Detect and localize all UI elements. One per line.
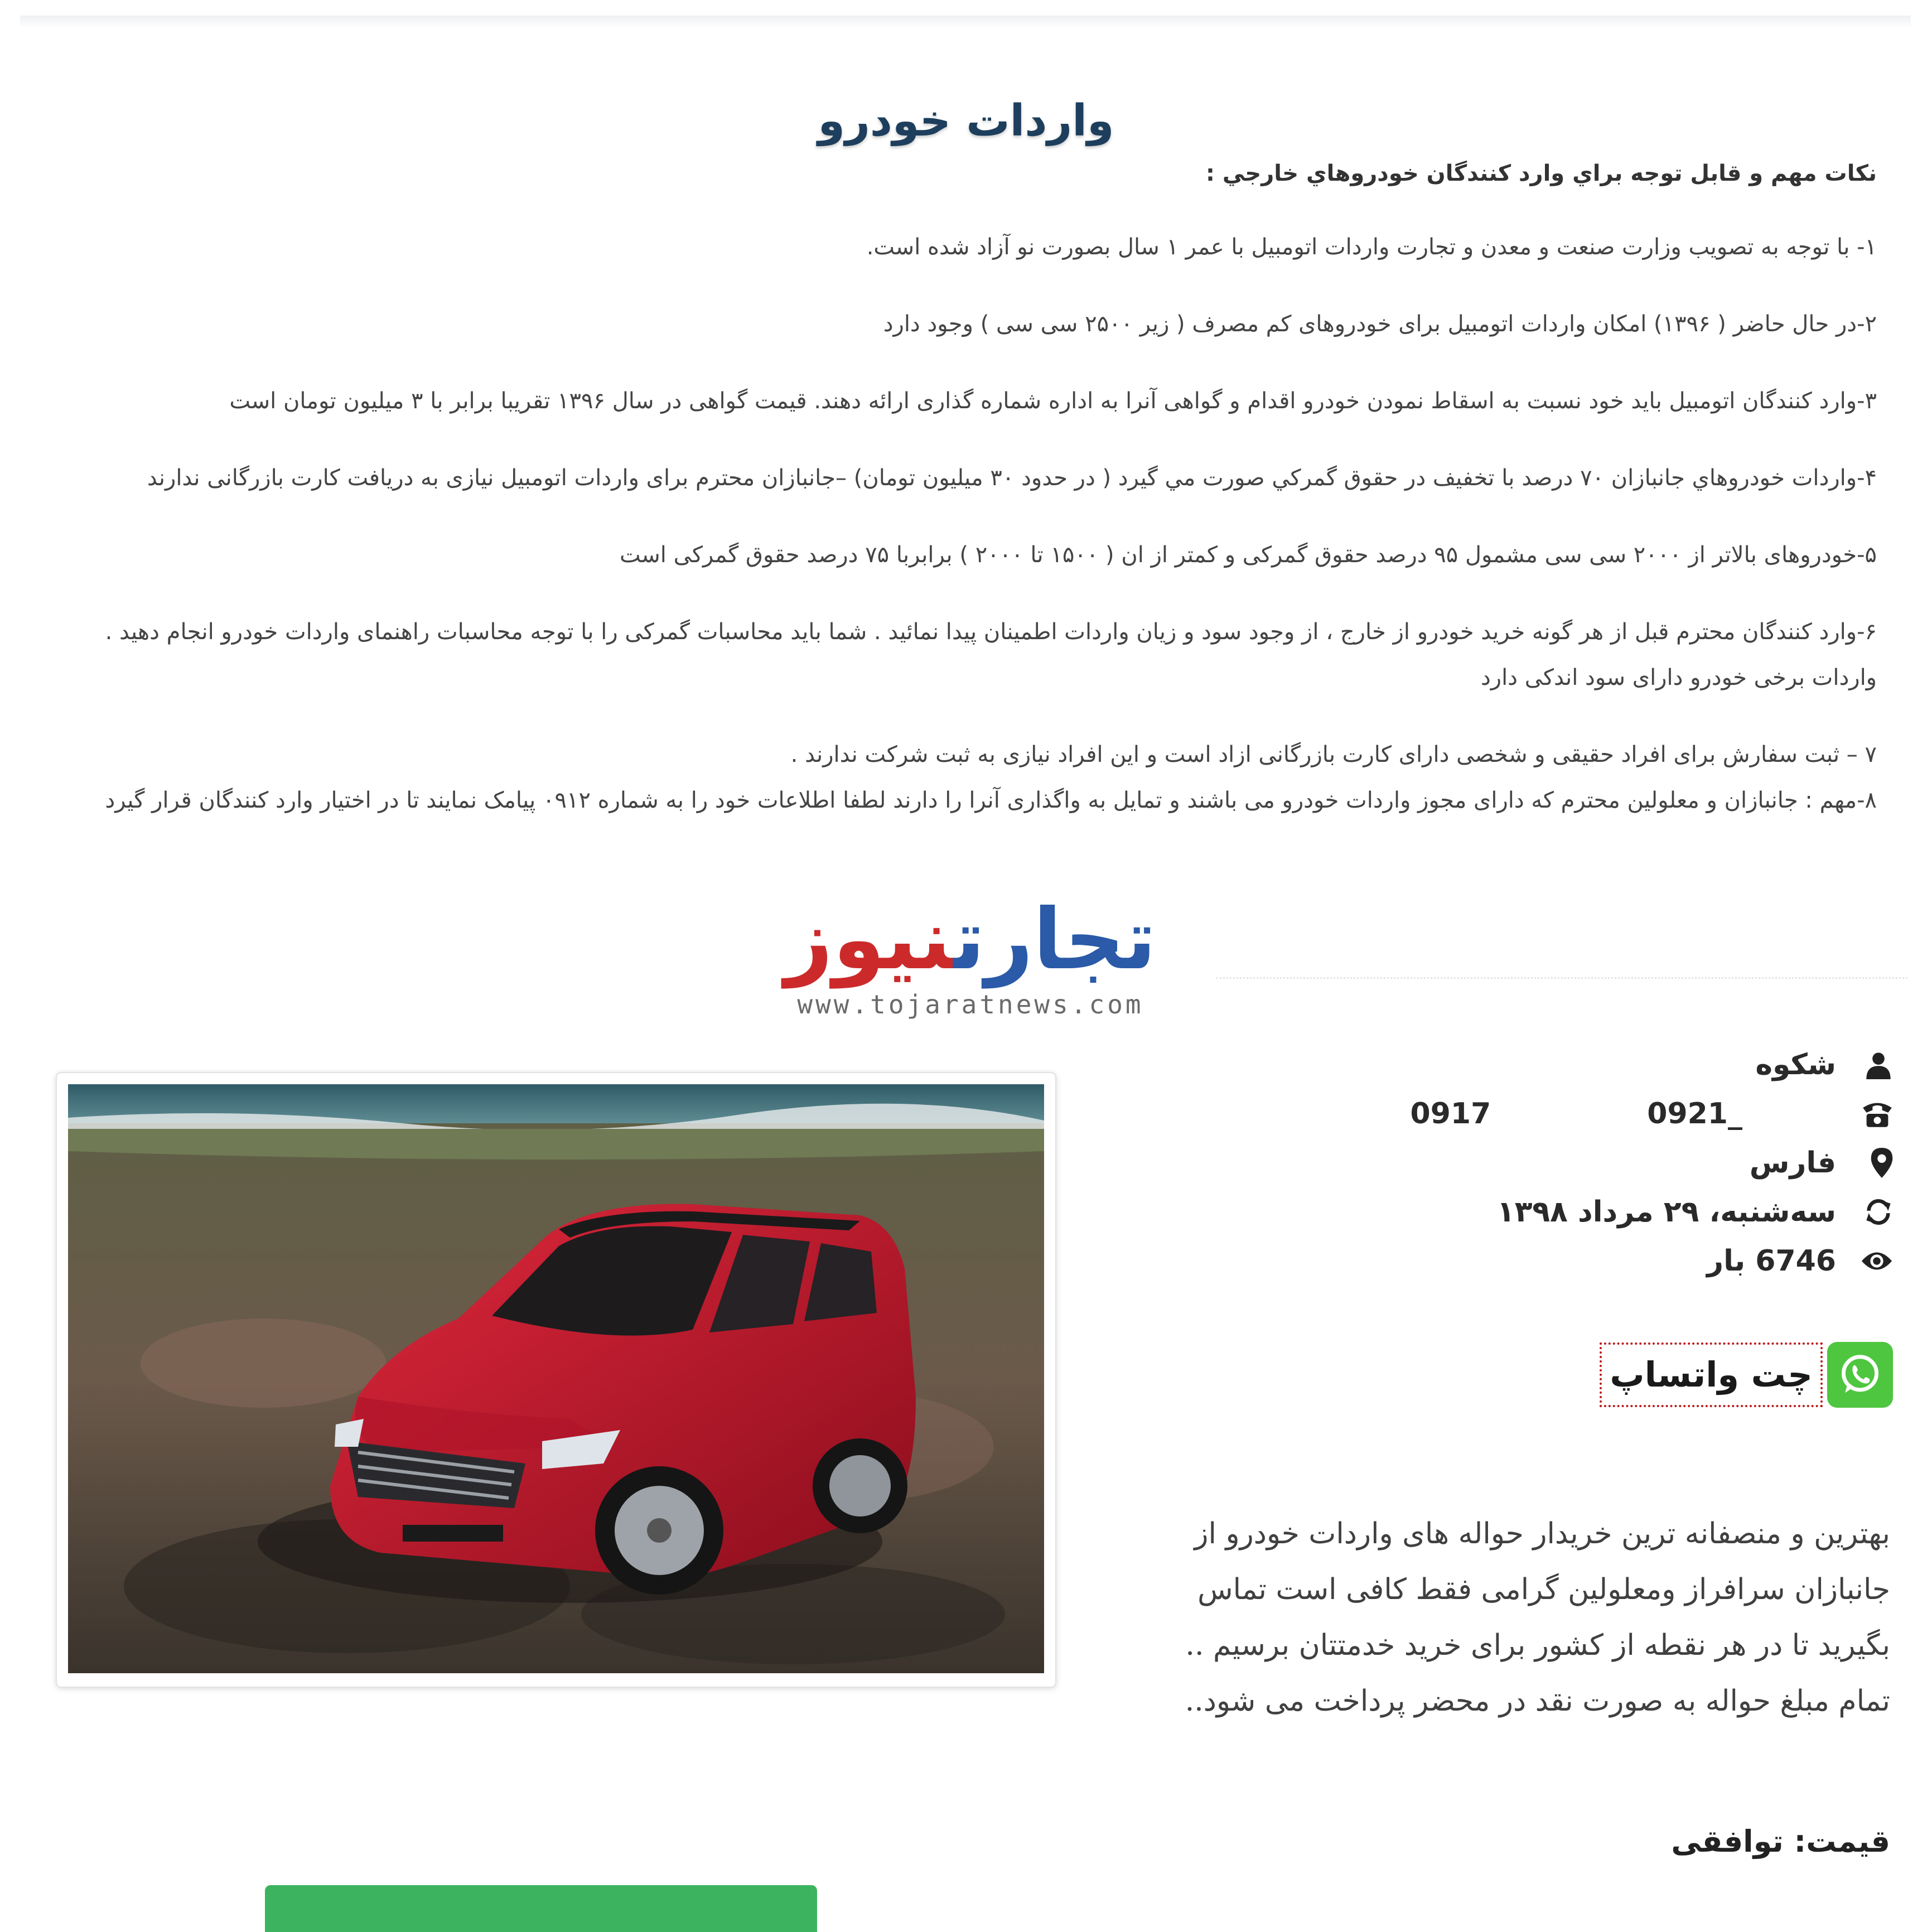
top-bar: [20, 16, 1911, 28]
article-item: ۲-در حال حاضر ( ۱۳۹۶) امکان واردات اتومبیل برای خودروهای کم مصرف ( زیر ۲۵۰۰ سی سی ) وجود دارد: [883, 311, 1877, 337]
phone-icon: [1848, 1097, 1893, 1131]
watermark-logo: [753, 887, 1188, 1049]
promo-line: بگیرید تا در هر نقطه از کشور برای خرید خدمتتان برسیم ..: [1185, 1629, 1890, 1662]
watermark-logo-text: تجارتنیوز: [784, 891, 1157, 988]
map-marker-icon: [1848, 1146, 1893, 1180]
article-item: ۱- با توجه به تصویب وزارت صنعت و معدن و تجارت واردات اتومبیل با عمر ۱ سال بصورت نو آزاد شده است.: [866, 234, 1877, 260]
phone-row: [1112, 1089, 1893, 1138]
whatsapp-chat[interactable]: [1600, 1339, 1893, 1411]
whatsapp-icon[interactable]: [1827, 1342, 1893, 1408]
user-icon: [1848, 1048, 1893, 1081]
submit-ad-button[interactable]: [265, 1885, 817, 1932]
phone-number[interactable]: 0921_: [1647, 1097, 1742, 1131]
article-item: ۸-مهم : جانبازان و معلولین محترم که دارای مجوز واردات خودرو می باشند و تمایل به واگذاری آنرا را دارند لطفا اطلاعات خود را به شماره ۰۹۱۲ پیامک نمایند تا در اختیار وارد کنندگان قرار گیرد: [105, 788, 1877, 813]
promo-line: جانبازان سرافراز ومعلولین گرامی فقط کافی است تماس: [1197, 1573, 1890, 1606]
article-lead: نكات مهم و قابل توجه براي وارد كنندگان خودروهاي خارجي :: [1205, 161, 1877, 186]
car-photo: [68, 1084, 1044, 1673]
car-photo-frame[interactable]: [56, 1072, 1056, 1688]
article-item: ۴-واردات خودروهاي جانبازان ۷۰ درصد با تخفیف در حقوق گمركي صورت مي گيرد ( در حدود ۳۰ میلیون تومان) –جانبازان محترم برای واردات اتومبیل نیازی به دریافت کارت بازرگانی ندارند: [147, 465, 1877, 491]
article-item: ۶-وارد کنندگان محترم قبل از هر گونه خرید خودرو از خارج ، از وجود سود و زیان واردات اطمینان پیدا نمائید . شما باید محاسبات گمرکی را با توجه محاسبات راهنمای واردات خودرو انجام دهید . واردات برخی خودرو دارای سود اندکی دارد: [105, 619, 1877, 690]
phone-number[interactable]: 0917: [1410, 1097, 1491, 1131]
price-label: قیمت: توافقی: [1671, 1824, 1890, 1859]
listing-info: [1112, 1040, 1893, 1286]
promo-line: بهترین و منصفانه ترین خریدار حواله های واردات خودرو از: [1194, 1517, 1890, 1551]
article-item: ۳-وارد کنندگان اتومبیل باید خود نسبت به اسقاط نمودن خودرو اقدام و گواهی آنرا به اداره شماره گذاری ارائه دهند. قیمت گواهی در سال ۱۳۹۶ تقریبا برابر با ۳ میلیون تومان است: [229, 388, 1877, 414]
view-count: 6746 بار: [1707, 1244, 1836, 1278]
views-row: [1112, 1237, 1893, 1286]
whatsapp-chat-button[interactable]: چت واتساپ: [1600, 1342, 1823, 1407]
promo-text: [1154, 1506, 1890, 1729]
promo-line: تمام مبلغ حواله به صورت نقد در محضر پرداخت می شود..: [1185, 1684, 1890, 1718]
refresh-icon: [1848, 1195, 1893, 1229]
date-row: [1112, 1187, 1893, 1237]
page-title: واردات خودرو: [818, 96, 1114, 147]
province-row: [1112, 1138, 1893, 1187]
watermark-url: www.tojaratnews.com: [797, 989, 1144, 1020]
article-item: ۷ – ثبت سفارش برای افراد حقیقی و شخصی دارای کارت بازرگانی ازاد است و این افراد نیازی به ثبت شرکت ندارند .: [790, 742, 1877, 767]
province: فارس: [1749, 1146, 1836, 1180]
seller-name-row: [1112, 1040, 1893, 1089]
post-date: سه‌شنبه، ۲۹ مرداد ۱۳۹۸: [1496, 1195, 1836, 1229]
seller-name: شکوه: [1755, 1048, 1836, 1081]
eye-icon: [1848, 1244, 1893, 1278]
divider: [1216, 977, 1907, 979]
article-item: ۵-خودروهای بالاتر از ۲۰۰۰ سی سی مشمول ۹۵ درصد حقوق گمرکی و کمتر از ان ( ۱۵۰۰ تا ۲۰۰۰ ) برابربا ۷۵ درصد حقوق گمرکی است: [620, 542, 1877, 568]
article-body: [78, 151, 1877, 823]
